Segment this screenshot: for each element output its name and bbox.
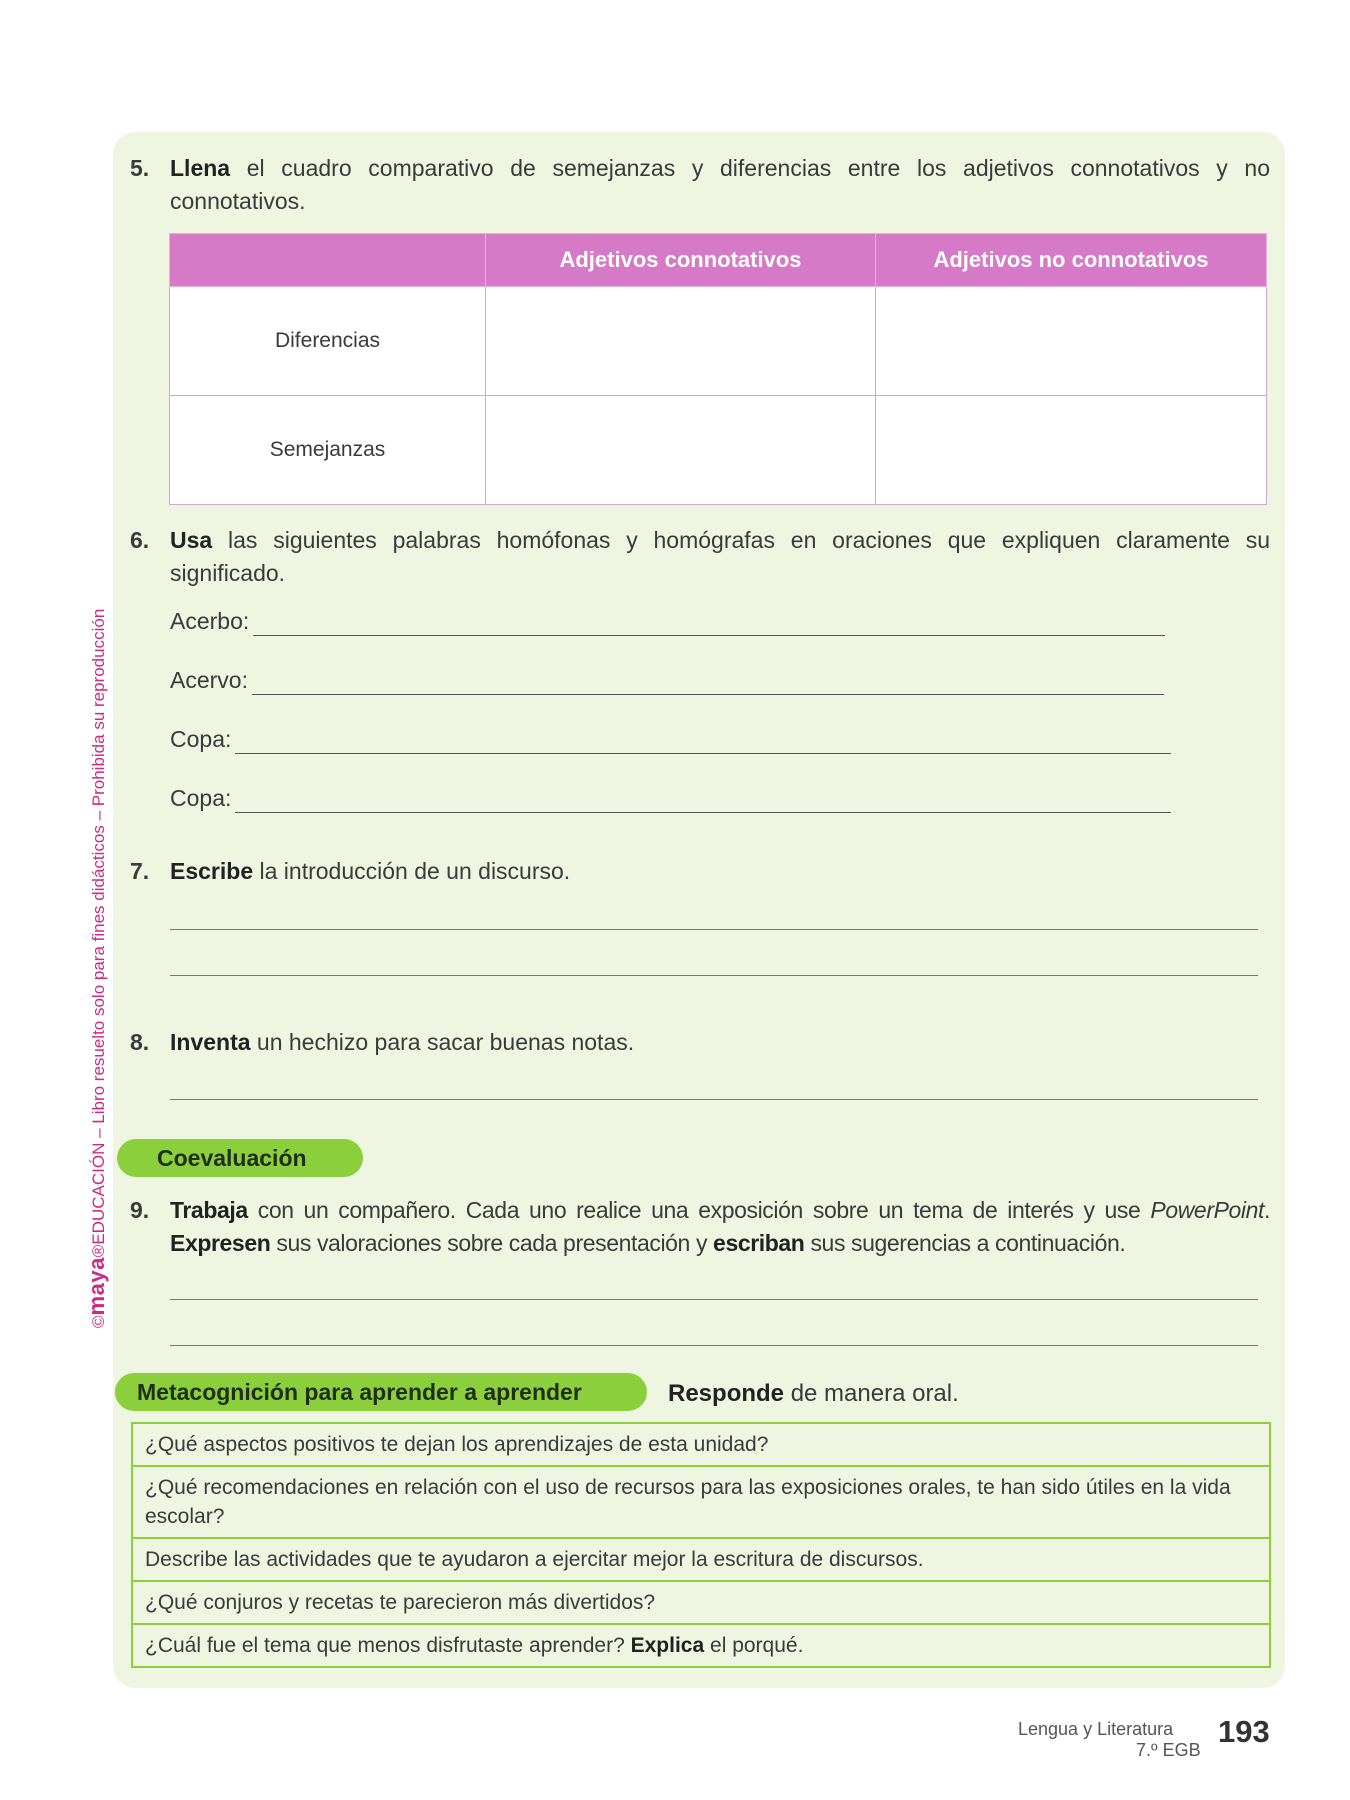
write-line[interactable]	[170, 1345, 1258, 1346]
answer-cell[interactable]	[876, 287, 1267, 396]
page-number: 193	[1218, 1714, 1270, 1749]
list-item: Describe las actividades que te ayudaron a ejercitar mejor la escritura de discursos.	[133, 1539, 1269, 1582]
question-verb: Usa	[170, 527, 213, 553]
question-verb: Inventa	[170, 1029, 251, 1055]
table-row	[170, 396, 1267, 505]
question-number: 6.	[130, 527, 150, 553]
line-label: Copa:	[170, 726, 232, 752]
brand-logo: maya	[84, 1257, 109, 1316]
grade-level: 7.º EGB	[1136, 1740, 1201, 1760]
software-name: PowerPoint	[1150, 1197, 1265, 1223]
question-text: sus sugerencias a continuación.	[810, 1230, 1126, 1256]
table-row	[170, 287, 1267, 396]
respond-verb: Responde	[668, 1380, 785, 1407]
question-text: con un compañero. Cada uno realice una exposición sobre un tema de interés y use	[257, 1197, 1141, 1223]
question-8	[130, 1026, 1270, 1059]
coevaluacion-label: Coevaluación	[117, 1139, 363, 1177]
question-verb: Trabaja	[170, 1197, 248, 1223]
question-7	[130, 855, 1270, 888]
answer-line-copa-1	[170, 724, 1171, 754]
question-5	[130, 152, 1270, 218]
line-label: Acervo:	[170, 667, 248, 693]
write-line[interactable]	[252, 672, 1164, 695]
list-item: ¿Qué conjuros y recetas te parecieron más divertidos?	[133, 1582, 1269, 1625]
question-text: sus valoraciones sobre cada presentación y	[276, 1230, 708, 1256]
list-item: ¿Qué recomendaciones en relación con el uso de recursos para las exposiciones orales, te han sido útiles en la vida escolar?	[133, 1467, 1269, 1539]
row-label: Diferencias	[170, 287, 486, 396]
write-line[interactable]	[235, 731, 1171, 754]
question-text: el cuadro comparativo de semejanzas y diferencias entre los adjetivos connotativos y no connotativos.	[170, 155, 1271, 214]
comparison-table	[169, 233, 1267, 505]
question-verb: escriban	[713, 1230, 805, 1256]
write-line[interactable]	[170, 975, 1258, 976]
question-number: 5.	[130, 155, 150, 181]
write-line[interactable]	[170, 1099, 1258, 1100]
answer-line-acerbo	[170, 606, 1165, 636]
table-header-no-connotativos: Adjetivos no connotativos	[876, 234, 1267, 287]
line-label: Acerbo:	[170, 608, 250, 634]
write-line[interactable]	[170, 929, 1258, 930]
question-verb: Llena	[170, 155, 231, 181]
write-line[interactable]	[170, 1299, 1258, 1300]
question-verb: Explica	[630, 1634, 705, 1657]
question-number: 9.	[130, 1197, 150, 1223]
write-line[interactable]	[235, 790, 1171, 813]
metacognicion-label: Metacognición para aprender a aprender	[115, 1373, 647, 1411]
write-line[interactable]	[253, 613, 1165, 636]
question-text: las siguientes palabras homófonas y homógrafas en oraciones que expliquen claramente su significado.	[170, 527, 1271, 586]
respond-instruction: Responde de manera oral.	[668, 1380, 959, 1407]
question-6	[130, 524, 1270, 590]
question-text: la introducción de un discurso.	[259, 858, 571, 884]
answer-cell[interactable]	[876, 396, 1267, 505]
row-label: Semejanzas	[170, 396, 486, 505]
answer-cell[interactable]	[486, 396, 876, 505]
question-text: un hechizo para sacar buenas notas.	[256, 1029, 635, 1055]
question-number: 7.	[130, 858, 150, 884]
table-header-empty	[170, 234, 486, 287]
question-verb: Escribe	[170, 858, 254, 884]
question-number: 8.	[130, 1029, 150, 1055]
list-item: ¿Qué aspectos positivos te dejan los aprendizajes de esta unidad?	[133, 1424, 1269, 1467]
question-9: 9. Trabaja con un compañero. Cada uno realice una exposición sobre un tema de interés y use PowerPoint. Expresen sus valoraciones sobre cada presentación y escriban sus sugerencias a continuación.	[130, 1194, 1270, 1260]
subject-name: Lengua y Literatura	[1018, 1719, 1174, 1739]
answer-line-acervo	[170, 665, 1164, 695]
table-header-connotativos: Adjetivos connotativos	[486, 234, 876, 287]
answer-line-copa-2	[170, 783, 1171, 813]
metacognition-table	[131, 1422, 1271, 1668]
line-label: Copa:	[170, 785, 232, 811]
list-item: ¿Cuál fue el tema que menos disfrutaste aprender? Explica el porqué.	[145, 1634, 804, 1657]
answer-cell[interactable]	[486, 287, 876, 396]
copyright-notice: ©maya®EDUCACIÓN – Libro resuelto solo para fines didácticos – Prohibida su reproducción	[84, 608, 109, 1328]
question-verb: Expresen	[170, 1230, 271, 1256]
